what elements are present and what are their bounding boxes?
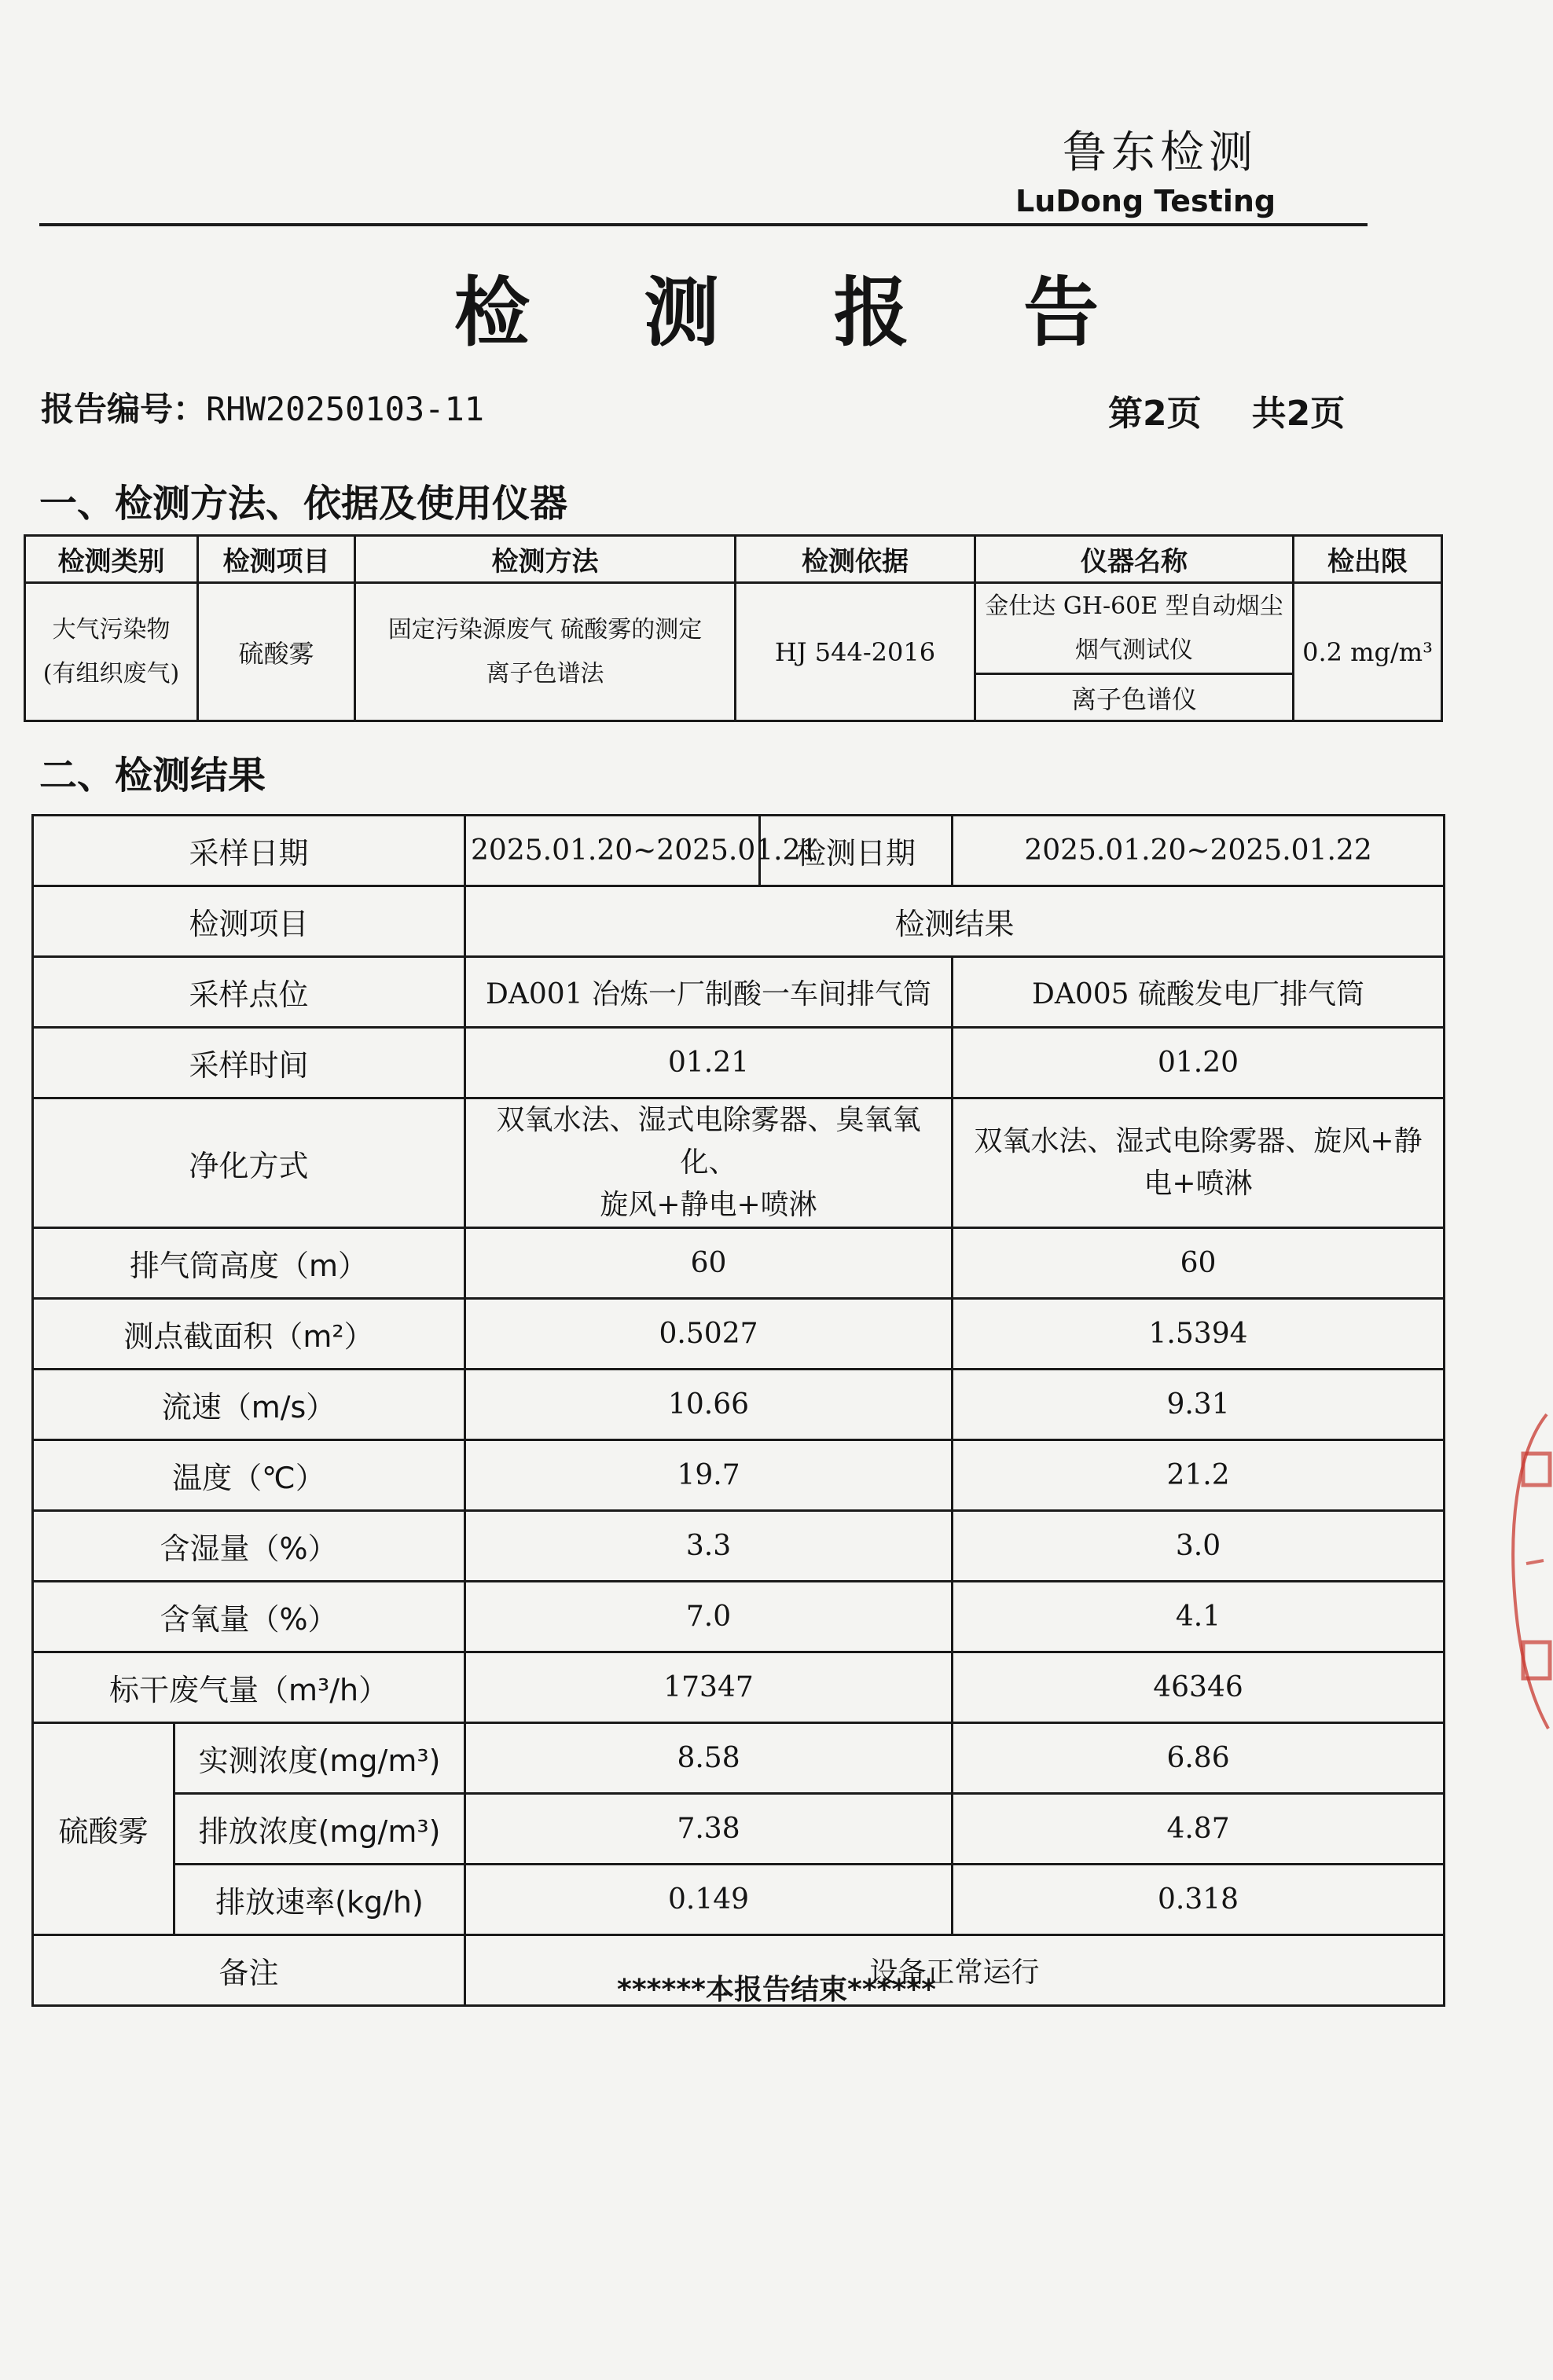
row-value-2: 9.31	[953, 1370, 1445, 1440]
methods-header-category: 检测类别	[25, 536, 198, 583]
table-row	[33, 1228, 1445, 1299]
row-value-2: 46346	[953, 1652, 1445, 1723]
row-value-1: 3.3	[465, 1511, 953, 1582]
methods-table	[24, 534, 1443, 722]
methods-table-row	[25, 583, 1442, 674]
row-value-2: 6.86	[953, 1723, 1445, 1794]
row-value-2: 60	[953, 1228, 1445, 1299]
row-value-1: 10.66	[465, 1370, 953, 1440]
methods-instrument-cell-2: 离子色谱仪	[975, 674, 1294, 721]
page-indicator	[1108, 385, 1345, 435]
brand-name-english: LuDong Testing	[1015, 184, 1276, 218]
row-value-1: 7.38	[465, 1794, 953, 1865]
row-value-1: 7.0	[465, 1582, 953, 1652]
methods-header-method: 检测方法	[355, 536, 736, 583]
section-heading-methods: 一、检测方法、依据及使用仪器	[39, 482, 568, 526]
row-label: 排放浓度(mg/m³)	[174, 1794, 465, 1865]
purification-1-line-1: 双氧水法、湿式电除雾器、臭氧氧化、	[496, 1104, 921, 1179]
report-end-marker: ******本报告结束******	[617, 1974, 936, 2006]
row-value-2: 3.0	[953, 1511, 1445, 1582]
purification-method-1	[465, 1098, 953, 1228]
purification-1-line-2: 旋风+静电+喷淋	[600, 1189, 817, 1221]
methods-header-item: 检测项目	[198, 536, 355, 583]
test-date-value: 2025.01.20~2025.01.22	[953, 816, 1445, 886]
row-value-1: 0.149	[465, 1865, 953, 1935]
method-line-1: 固定污染源废气 硫酸雾的测定	[387, 615, 703, 644]
results-value-header: 检测结果	[465, 886, 1445, 957]
row-value-2: 1.5394	[953, 1299, 1445, 1370]
sampling-point-1: DA001 冶炼一厂制酸一车间排气筒	[465, 957, 953, 1028]
category-line-2: (有组织废气)	[42, 659, 180, 688]
row-label: 排气筒高度（m）	[33, 1228, 465, 1299]
row-value-2: 0.318	[953, 1865, 1445, 1935]
sampling-time-2: 01.20	[953, 1028, 1445, 1098]
methods-header-instrument: 仪器名称	[975, 536, 1294, 583]
methods-item-cell: 硫酸雾	[198, 583, 355, 721]
methods-header-basis: 检测依据	[736, 536, 975, 583]
methods-limit-cell: 0.2 mg/m³	[1294, 583, 1442, 721]
purification-label: 净化方式	[33, 1098, 465, 1228]
results-table	[31, 814, 1445, 2007]
table-row	[33, 1865, 1445, 1935]
results-time-row	[33, 1028, 1445, 1098]
sulfuric-acid-mist-label: 硫酸雾	[33, 1723, 174, 1935]
header-divider	[39, 223, 1368, 226]
methods-method-cell	[355, 583, 736, 721]
sampling-time-label: 采样时间	[33, 1028, 465, 1098]
table-row	[33, 1440, 1445, 1511]
methods-category-cell	[25, 583, 198, 721]
methods-instrument-cell-1	[975, 583, 1294, 674]
results-point-row	[33, 957, 1445, 1028]
row-label: 含氧量（%）	[33, 1582, 465, 1652]
report-number-label: 报告编号：	[41, 390, 207, 428]
remark-value: 设备正常运行	[465, 1935, 1445, 2006]
methods-basis-cell: HJ 544-2016	[736, 583, 975, 721]
purification-2-line-2: 电+喷淋	[1144, 1168, 1253, 1200]
section-heading-results: 二、检测结果	[39, 754, 266, 798]
methods-header-limit: 检出限	[1294, 536, 1442, 583]
instrument-1-line-1: 金仕达 GH-60E 型自动烟尘	[985, 592, 1283, 620]
table-row	[33, 1511, 1445, 1582]
report-number-value: RHW20250103-11	[206, 390, 485, 428]
row-label: 标干废气量（m³/h）	[33, 1652, 465, 1723]
page-total: 共2页	[1251, 394, 1346, 434]
table-row	[33, 1299, 1445, 1370]
row-label: 排放速率(kg/h)	[174, 1865, 465, 1935]
official-seal-fragment	[1500, 1406, 1553, 1736]
row-value-1: 60	[465, 1228, 953, 1299]
row-value-2: 4.1	[953, 1582, 1445, 1652]
sampling-time-1: 01.21	[465, 1028, 953, 1098]
method-line-2: 离子色谱法	[486, 659, 604, 688]
report-number	[41, 383, 484, 431]
table-row	[33, 1794, 1445, 1865]
row-value-2: 4.87	[953, 1794, 1445, 1865]
row-value-1: 0.5027	[465, 1299, 953, 1370]
row-value-1: 8.58	[465, 1723, 953, 1794]
purification-method-2	[953, 1098, 1445, 1228]
remark-label: 备注	[33, 1935, 465, 2006]
sampling-date-label: 采样日期	[33, 816, 465, 886]
purification-2-line-1: 双氧水法、湿式电除雾器、旋风+静	[974, 1125, 1423, 1157]
document-title: 检 测 报 告	[453, 268, 1144, 357]
row-value-1: 19.7	[465, 1440, 953, 1511]
row-label: 测点截面积（m²）	[33, 1299, 465, 1370]
brand-name-chinese: 鲁东检测	[1063, 127, 1257, 178]
results-header-row	[33, 886, 1445, 957]
row-label: 含湿量（%）	[33, 1511, 465, 1582]
results-date-row	[33, 816, 1445, 886]
row-value-1: 17347	[465, 1652, 953, 1723]
instrument-1-line-2: 烟气测试仪	[1075, 636, 1193, 664]
sampling-point-label: 采样点位	[33, 957, 465, 1028]
methods-table-header-row	[25, 536, 1442, 583]
table-row	[33, 1582, 1445, 1652]
row-value-2: 21.2	[953, 1440, 1445, 1511]
row-label: 流速（m/s）	[33, 1370, 465, 1440]
category-line-1: 大气污染物	[52, 615, 171, 644]
results-purify-row	[33, 1098, 1445, 1228]
page-current: 第2页	[1108, 394, 1202, 434]
table-row	[33, 1370, 1445, 1440]
sampling-date-value: 2025.01.20~2025.01.21	[465, 816, 760, 886]
results-item-header: 检测项目	[33, 886, 465, 957]
test-date-label: 检测日期	[760, 816, 953, 886]
table-row	[33, 1652, 1445, 1723]
row-label: 实测浓度(mg/m³)	[174, 1723, 465, 1794]
row-label: 温度（℃）	[33, 1440, 465, 1511]
table-row	[33, 1723, 1445, 1794]
sampling-point-2: DA005 硫酸发电厂排气筒	[953, 957, 1445, 1028]
